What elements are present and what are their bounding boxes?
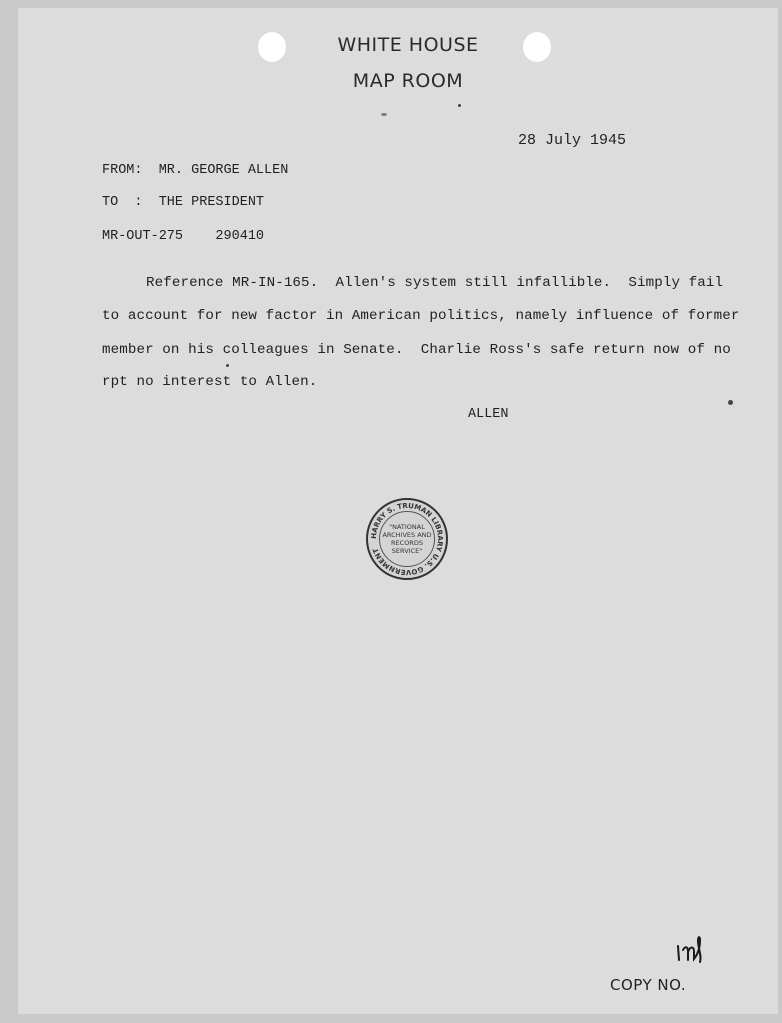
paper-speck xyxy=(381,113,387,116)
body-line-4: rpt no interest to Allen. xyxy=(102,374,318,390)
archives-seal xyxy=(366,498,448,580)
paper-speck xyxy=(728,400,733,405)
handwritten-initials xyxy=(674,932,714,964)
letterhead-line1: WHITE HOUSE xyxy=(337,34,479,56)
paper-speck xyxy=(226,364,229,367)
message-reference: MR-OUT-275 290410 xyxy=(102,229,265,244)
letterhead-line2: MAP ROOM xyxy=(352,70,464,92)
from-line: FROM: MR. GEORGE ALLEN xyxy=(102,163,289,178)
signature: ALLEN xyxy=(468,407,509,422)
memo-date: 28 July 1945 xyxy=(518,132,627,149)
document-page xyxy=(18,8,778,1014)
to-line: TO : THE PRESIDENT xyxy=(102,195,265,210)
body-line-2: to account for new factor in American politics, namely influence of former xyxy=(102,308,740,324)
seal-center-text: "NATIONAL ARCHIVES AND RECORDS SERVICE" xyxy=(379,511,435,567)
seal-ring-label: HARRY S. TRUMAN LIBRARY U.S. GOVERNMENT xyxy=(369,501,445,577)
copy-number-label: COPY NO. xyxy=(610,976,687,994)
paper-speck xyxy=(458,104,461,107)
body-line-3: member on his colleagues in Senate. Charlie Ross's safe return now of no xyxy=(102,342,731,358)
body-line-1: Reference MR-IN-165. Allen's system still infallible. Simply fail xyxy=(146,275,724,291)
